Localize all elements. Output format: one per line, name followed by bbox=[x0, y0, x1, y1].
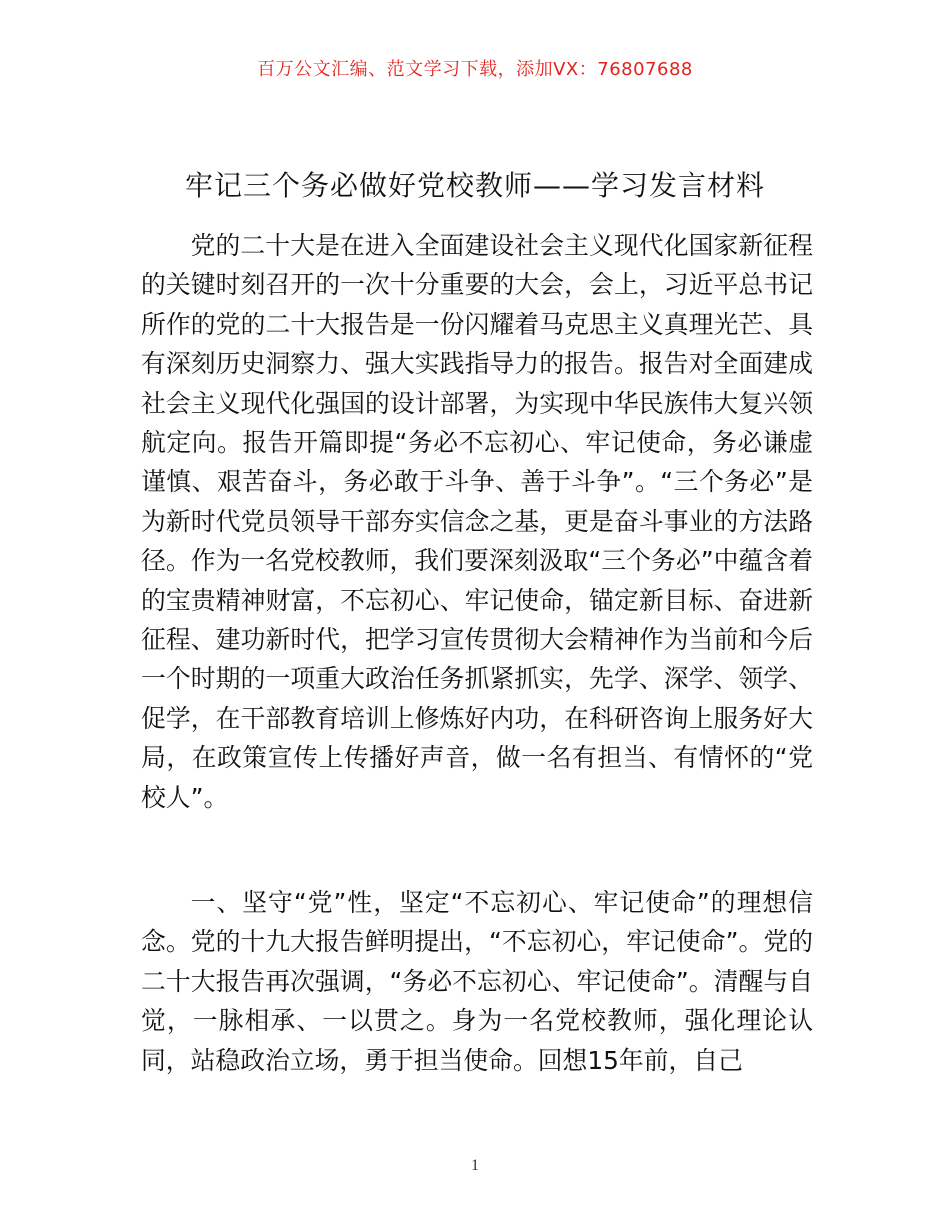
body-paragraph: 党的二十大是在进入全面建设社会主义现代化国家新征程的关键时刻召开的一次十分重要的大会，会上，习近平总书记所作的党的二十大报告是一份闪耀着马克思主义真理光芒、具有深刻历史洞察力、强大实践指导力的报告。报告对全面建成社会主义现代化强国的设计部署，为实现中华民族伟大复兴领航定向。报告开篇即提“务必不忘初心、牢记使命，务必谦虚谨慎、艰苦奋斗，务必敢于斗争、善于斗争”。“三个务必”是为新时代党员领导干部夯实信念之基，更是奋斗事业的方法路径。作为一名党校教师，我们要深刻汲取“三个务必”中蕴含着的宝贵精神财富，不忘初心、牢记使命，锚定新目标、奋进新征程、建功新时代，把学习宣传贯彻大会精神作为当前和今后一个时期的一项重大政治任务抓紧抓实，先学、深学、领学、促学，在干部教育培训上修炼好内功，在科研咨询上服务好大局，在政策宣传上传播好声音，做一名有担当、有情怀的“党校人”。 bbox=[141, 231, 813, 812]
header-promo-note: 百万公文汇编、范文学习下载，添加VX：76807688 bbox=[257, 59, 693, 80]
body-paragraph: 一、坚守“党”性，坚定“不忘初心、牢记使命”的理想信念。党的十九大报告鲜明提出，“不忘初心，牢记使命”。党的二十大报告再次强调，“务必不忘初心、牢记使命”。清醒与自觉，一脉相承、一以贯之。身为一名党校教师，强化理论认同，站稳政治立场，勇于担当使命。回想15年前，自己 bbox=[141, 888, 813, 1075]
page-number: 1 bbox=[471, 1157, 479, 1174]
document-title: 牢记三个务必做好党校教师——学习发言材料 bbox=[184, 169, 765, 202]
